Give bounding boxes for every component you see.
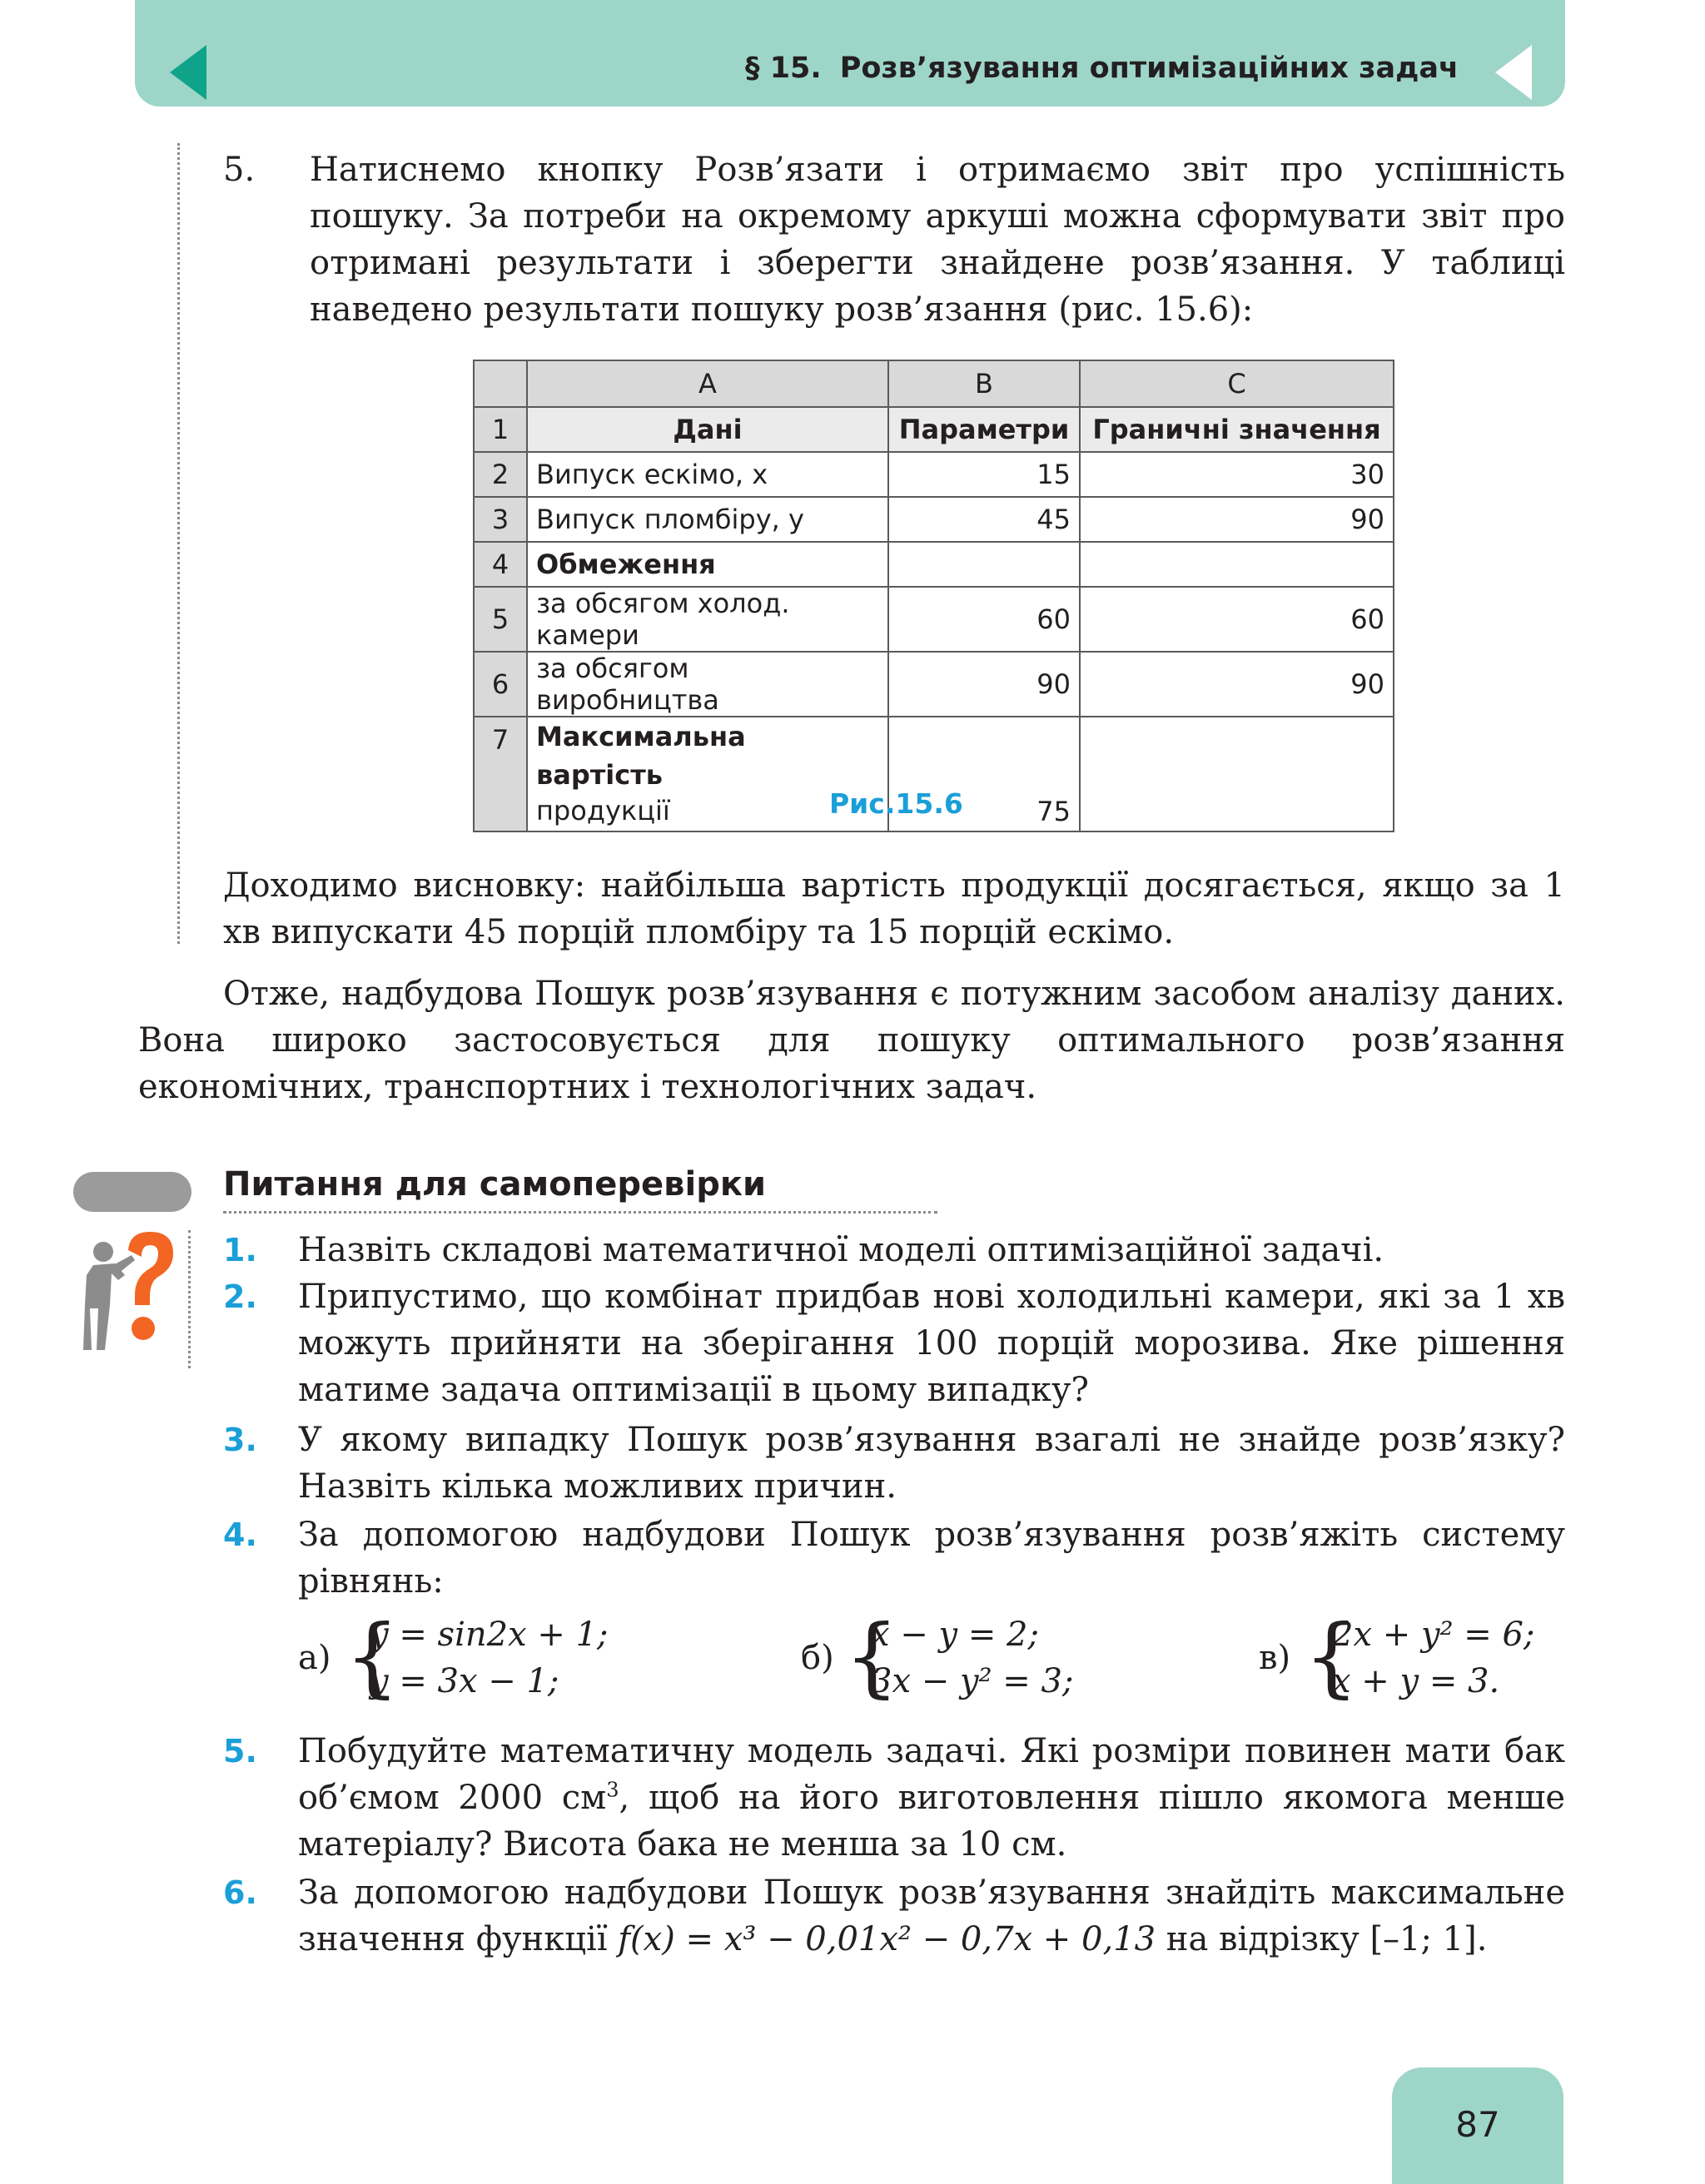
page-number-tab: [1392, 2067, 1563, 2184]
section-number: § 15.: [745, 52, 822, 85]
question-number: 6.: [223, 1874, 257, 1911]
row-number: 6: [474, 652, 527, 717]
column-header-a: A: [527, 360, 888, 407]
question-number: 3.: [223, 1422, 257, 1458]
question-text: Припустимо, що комбінат придбав нові холодильні камери, які за 1 хв можуть прийняти на зберігання 100 порцій морозива. Яке рішення матиме задача оптимізації в цьому випадку?: [298, 1278, 1565, 1409]
cell: 60: [1080, 587, 1394, 652]
cell: [888, 542, 1080, 587]
thinking-person-question-icon: [70, 1225, 178, 1367]
summary-text: Отже, надбудова Пошук розв’язування є потужним засобом аналізу даних. Вона широко застосовується для пошуку оптимального розв’язання економічних, транспортних і технологічних задач.: [138, 975, 1565, 1106]
row-number: 5: [474, 587, 527, 652]
brace-icon: {: [345, 1606, 400, 1707]
column-header-c: C: [1080, 360, 1394, 407]
self-check-title: Питання для самоперевірки: [223, 1165, 767, 1204]
equation-system-a: [298, 1606, 648, 1711]
cell: за обсягом холод. камери: [527, 587, 888, 652]
equation: x − y = 2;: [871, 1616, 1039, 1654]
equation-system-b: [801, 1606, 1134, 1711]
margin-dotted-line: [188, 1230, 191, 1368]
equation: 2x + y² = 6;: [1332, 1616, 1535, 1654]
cell: за обсягом виробництва: [527, 652, 888, 717]
row-number: 1: [474, 407, 527, 452]
step-number: 5.: [223, 151, 256, 189]
table-row: [474, 652, 1394, 717]
page-header: [135, 0, 1565, 107]
column-header-b: B: [888, 360, 1080, 407]
row-number: 4: [474, 542, 527, 587]
question-text: [298, 1869, 1565, 1963]
section-title-text: Розв’язування оптимізаційних задач: [839, 52, 1459, 85]
cell: 90: [1080, 652, 1394, 717]
superscript: 3: [606, 1778, 619, 1802]
cell: 45: [888, 497, 1080, 542]
section-marker: [73, 1172, 191, 1212]
question-text: За допомогою надбудови Пошук розв’язування розв’яжіть систему рівнянь:: [298, 1516, 1565, 1601]
function-formula: f(x) = x³ − 0,01x² − 0,7x + 0,13: [618, 1920, 1156, 1958]
equation: y = 3x − 1;: [370, 1662, 559, 1700]
table-row: [474, 497, 1394, 542]
figure-caption: Рис.15.6: [829, 787, 963, 820]
forward-arrow-icon: [1495, 45, 1532, 100]
brace-icon: {: [844, 1606, 900, 1707]
cell: [1080, 542, 1394, 587]
equation: 3x − y² = 3;: [871, 1662, 1074, 1700]
step-5-text: Натиснемо кнопку Розв’язати і отримаємо звіт про успішність пошуку. За потреби на окремому аркуші можна сформувати звіт про отримані результати і зберегти знайдене розв’язання. У таблиці наведено результати пошуку розв’язання (рис. 15.6):: [310, 151, 1565, 329]
system-label: б): [801, 1639, 834, 1677]
question-text-part: Побудуйте математичну модель задачі. Які розміри повинен мати бак об’ємом 2000 см: [298, 1732, 1565, 1817]
row-number: 3: [474, 497, 527, 542]
cell: 75: [888, 717, 1080, 831]
table-row: [474, 587, 1394, 652]
equation: x + y = 3.: [1332, 1662, 1500, 1700]
system-label: в): [1259, 1639, 1291, 1677]
cell: [1080, 717, 1394, 831]
question-text: [298, 1728, 1565, 1868]
question-number: 2.: [223, 1278, 257, 1315]
cell: Випуск ескімо, х: [527, 452, 888, 497]
cell: 30: [1080, 452, 1394, 497]
table-row: [474, 542, 1394, 587]
title-underline: [223, 1211, 937, 1214]
row-number: 7: [474, 717, 527, 831]
cell: Граничні значення: [1080, 407, 1394, 452]
brace-icon: {: [1304, 1606, 1360, 1707]
table-row: [474, 452, 1394, 497]
cell: 90: [888, 652, 1080, 717]
question-text: У якому випадку Пошук розв’язування взагалі не знайде розв’язку? Назвіть кілька можливих причин.: [298, 1421, 1565, 1506]
question-text: Назвіть складові математичної моделі оптимізаційної задачі.: [298, 1231, 1384, 1269]
cell: Параметри: [888, 407, 1080, 452]
question-text-part: на відрізку [–1; 1].: [1156, 1920, 1488, 1958]
cell: Випуск пломбіру, у: [527, 497, 888, 542]
equation-system-c: [1259, 1606, 1565, 1711]
table-row: [474, 407, 1394, 452]
equation: y = sin2x + 1;: [370, 1616, 609, 1654]
question-number: 4.: [223, 1516, 257, 1553]
question-number: 5.: [223, 1733, 257, 1770]
page-number: 87: [1455, 2104, 1500, 2145]
cell-line: продукції: [536, 795, 670, 826]
cell: 15: [888, 452, 1080, 497]
cell: Обмеження: [527, 542, 888, 587]
results-table: [473, 360, 1394, 832]
corner-cell: [474, 360, 527, 407]
question-text-part: За допомогою надбудови Пошук розв’язування знайдіть максимальне значення функції: [298, 1874, 1565, 1958]
conclusion-text: Доходимо висновку: найбільша вартість продукції досягається, якщо за 1 хв випускати 45 порцій пломбіру та 15 порцій ескімо.: [223, 866, 1565, 951]
question-number: 1.: [223, 1232, 257, 1268]
margin-dotted-line: [177, 143, 180, 944]
cell-line: Максимальна вартість: [536, 721, 746, 791]
row-number: 2: [474, 452, 527, 497]
cell: Дані: [527, 407, 888, 452]
system-label: а): [298, 1639, 331, 1677]
cell: 60: [888, 587, 1080, 652]
back-arrow-icon: [170, 45, 206, 100]
question-text-part: , щоб на його виготовлення пішло якомога менше матеріалу? Висота бака не менша за 10 см.: [298, 1779, 1565, 1864]
column-header-row: [474, 360, 1394, 407]
cell: 90: [1080, 497, 1394, 542]
section-title: [745, 52, 1459, 85]
